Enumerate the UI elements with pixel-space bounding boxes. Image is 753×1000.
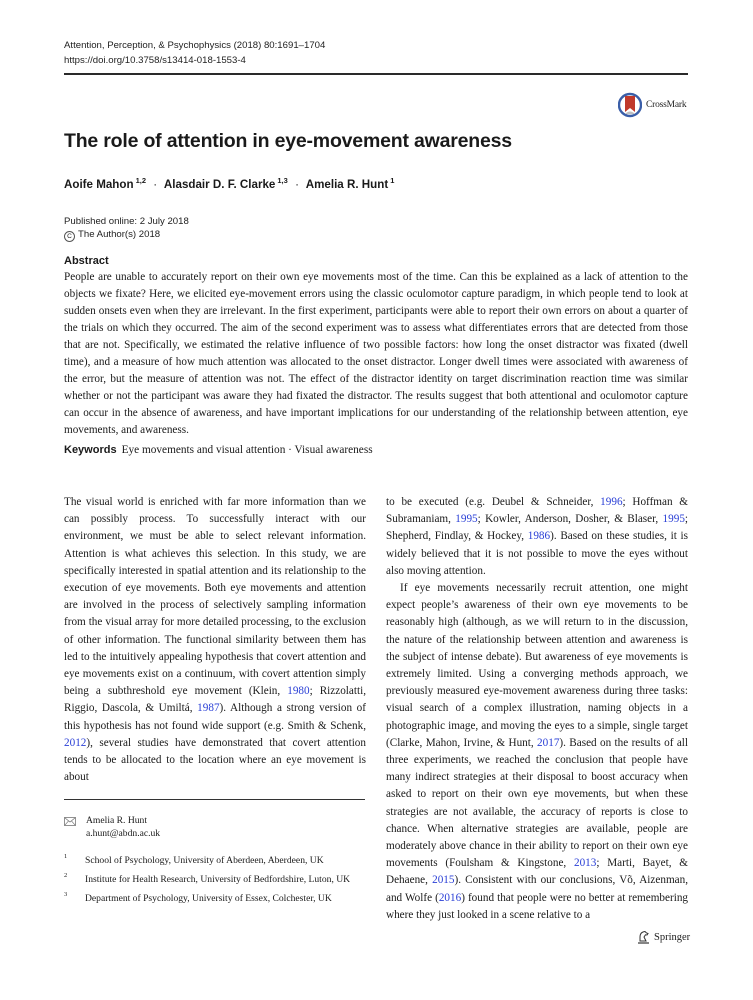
text-run: The visual world is enriched with far more information than we can possibly process. To successfully interact with our environment, we must be able to select relevant information. Attention is what achieves this selection. In this study, we are specifically interested in spatial attention and its relationship to the execution of eye movements. Both eye movements and attention are involved in the process of selectively sampling information from the visual array for more detailed processing, to the exclusion of other information. The functional similarity between them has led to the intuitively appealing hypothesis that covert attention and eye movements exist on a continuum, with covert attention simply being a subthreshold eye movement (Klein, [64, 496, 366, 698]
affiliation-text: Institute for Health Research, University of Bedfordshire, Luton, UK [85, 874, 351, 885]
footnote-divider [64, 799, 365, 800]
corresponding-author-name: Amelia R. Hunt [86, 815, 148, 826]
author-affiliation-marker: 1 [390, 176, 395, 185]
crossmark-badge[interactable] [618, 92, 686, 118]
abstract-heading: Abstract [64, 255, 109, 267]
publisher-logo [637, 930, 690, 944]
affiliation-text: Department of Psychology, University of Essex, Colchester, UK [85, 893, 332, 904]
springer-horse-icon [637, 930, 650, 944]
paragraph [386, 580, 688, 924]
running-header [64, 38, 325, 68]
header-divider [64, 73, 688, 75]
body-column-left [64, 494, 366, 786]
abstract-text: People are unable to accurately report on their own eye movements most of the time. Can this be explained as a lack of attention to the objects we fixate? Here, we elicited eye-movement errors using the classic oculomotor capture paradigm, in which people tend to look at sudden onsets even when they are irrelevant. In the first experiment, participants were able to report their own errors on about a quarter of the trials on which they occurred. The aim of the second experiment was to assess what differentiates errors that are detected from those that are not. Specifically, we estimated the relative influence of two possible factors: how long the onset distractor was fixated (dwell time), and a measure of how much attention was allocated to the onset distractor. Longer dwell times were associated with awareness of the error, but the measure of attention was not. The effect of the distractor identity on target discrimination reaction time was similar whether or not the participant was aware they had fixated the distractor. The results suggest that both attentional and oculomotor capture can occur in the absence of awareness, and have important implications for our understanding of the relationship between attention, eye movements, and awareness. [64, 271, 688, 436]
citation-link[interactable]: 2015 [432, 874, 455, 887]
paragraph [64, 494, 366, 786]
author-name[interactable]: Alasdair D. F. Clarke [163, 177, 276, 191]
body-column-right [386, 494, 688, 924]
text-run: ). Based on these studies, it is widely believed that it is not possible to move the eyes without also moving attention. [386, 530, 688, 577]
affiliation-list [64, 851, 350, 908]
text-run: ; Marti, Bayet, & Dehaene, [386, 857, 688, 887]
text-run: ; Kowler, Anderson, Dosher, & Blaser, [477, 513, 663, 526]
copyright-text: The Author(s) 2018 [78, 229, 161, 240]
crossmark-icon [618, 92, 642, 118]
correspondence [64, 815, 160, 840]
copyright-line [64, 228, 189, 242]
affiliation-item [64, 870, 350, 889]
text-run: ) found that people were no better at remembering where they just looked in a scene relative to a [386, 891, 689, 921]
publication-info [64, 215, 189, 242]
citation-link[interactable]: 1980 [287, 685, 310, 698]
citation-link[interactable]: 2012 [64, 736, 87, 749]
text-run: ; Shepherd, Findlay, & Hockey, [386, 513, 689, 543]
affiliation-number: 2 [64, 872, 68, 879]
citation-link[interactable]: 1987 [197, 702, 220, 715]
text-run: ; Rizzolatti, Riggio, Dascola, & Umiltá, [64, 685, 367, 715]
citation-link[interactable]: 2016 [438, 891, 462, 904]
text-run: ), several studies have demonstrated that covert attention tends to be allocated to the location where an eye movement is about [64, 736, 366, 784]
publisher-name: Springer [654, 931, 691, 943]
text-run: If eye movements necessarily recruit attention, one might expect people’s awareness of their own eye movements to be reasonably high (although, as we will return to in the discussion, the nature of the relationship between attention and awareness is the subject of intense debate). But awareness of eye movements is extremely limited. Using a converging methods approach, we previously measured eye-movement awareness during three tasks: visual search of a complex illustration, naming objects in a photographic image, and moving the eyes to a simple, single target (Clarke, Mahon, Irvine, & Hunt, [386, 582, 688, 749]
text-run: ). Although a strong version of this hypothesis has not found wide support (e.g. Smith & Schenk, [64, 702, 367, 732]
copyright-icon: C [64, 231, 75, 242]
corresponding-author-email[interactable]: a.hunt@abdn.ac.uk [86, 827, 161, 839]
citation-link[interactable]: 1986 [527, 530, 551, 543]
affiliation-number: 1 [64, 853, 68, 860]
keywords [64, 444, 373, 456]
keywords-label: Keywords [64, 444, 117, 456]
text-run: ; Hoffman & Subramaniam, [386, 496, 689, 526]
paragraph [386, 494, 688, 580]
article-title: The role of attention in eye-movement awareness [64, 130, 512, 152]
text-run: ). Consistent with our conclusions, Võ, Aizenman, and Wolfe ( [386, 874, 688, 904]
affiliation-item [64, 851, 350, 870]
citation-link[interactable]: 1995 [455, 513, 478, 526]
affiliation-number: 3 [64, 891, 68, 898]
author-list [64, 176, 394, 191]
doi-link[interactable]: https://doi.org/10.3758/s13414-018-1553-4 [64, 55, 246, 66]
affiliation-text: School of Psychology, University of Aberdeen, Aberdeen, UK [85, 855, 324, 866]
author-separator: · [153, 177, 158, 191]
author-affiliation-marker: 1,2 [135, 176, 146, 185]
author-name[interactable]: Amelia R. Hunt [305, 177, 389, 191]
citation-link[interactable]: 2013 [573, 857, 597, 870]
published-date: Published online: 2 July 2018 [64, 216, 189, 227]
journal-citation: Attention, Perception, & Psychophysics (2018) 80:1691–1704 [64, 40, 326, 51]
text-run: to be executed (e.g. Deubel & Schneider, [386, 496, 601, 508]
crossmark-label: CrossMark [646, 100, 687, 110]
author-name[interactable]: Aoife Mahon [64, 177, 134, 191]
text-run: ). Based on the results of all three experiments, we reached the conclusion that people have many indirect strategies at their disposal to boost accuracy when asked to report on their own eye movements, but when these strategies are not available, the accuracy of reports is close to chance. When alternative strategies are available, people are moderately above chance in their ability to report on their own eye movements (Foulsham & Kingstone, [386, 736, 688, 870]
citation-link[interactable]: 1996 [600, 496, 623, 508]
author-affiliation-marker: 1,3 [277, 176, 288, 185]
envelope-icon [64, 817, 76, 826]
citation-link[interactable]: 2017 [537, 736, 560, 749]
affiliation-item [64, 889, 350, 908]
author-separator: · [295, 177, 299, 191]
citation-link[interactable]: 1995 [662, 513, 685, 526]
keywords-text: Eye movements and visual attention · Visual awareness [121, 444, 373, 456]
